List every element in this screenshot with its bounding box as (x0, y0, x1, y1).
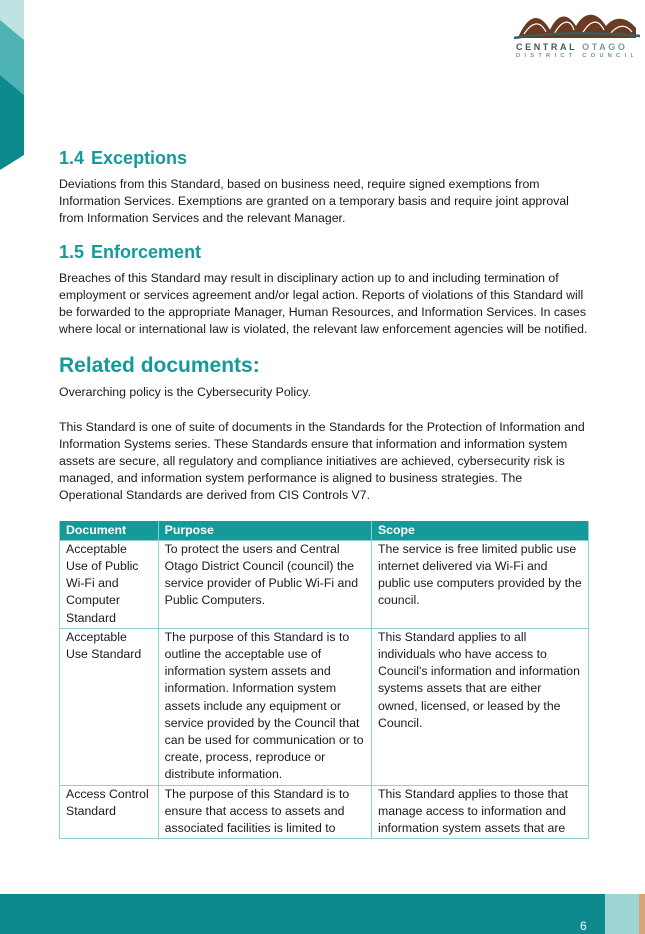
enforcement-number: 1.5 (59, 241, 85, 262)
cell-scope: The service is free limited public use internet delivered via Wi-Fi and public use computers provided by the council. (371, 540, 588, 628)
footer-bar (0, 894, 605, 934)
logo-wordmark: CENTRAL OTAGO (516, 42, 628, 52)
related-documents-table (59, 521, 589, 840)
table-header-row (60, 521, 589, 541)
exceptions-number: 1.4 (59, 148, 85, 168)
related-documents-heading: Related documents: (59, 354, 260, 378)
header-document: Document (60, 521, 159, 541)
exceptions-title: Exceptions (91, 148, 188, 168)
exceptions-heading (59, 146, 589, 170)
enforcement-text: Breaches of this Standard may result in disciplinary action up to and including termination of employment or services agreement and/or legal action. Reports of violations of this Standard will be forwarded to the appropriate Manager, Human Resources, and Information Services. In cases where local or international law is violated, the relevant law enforcement agencies will be notified. (59, 270, 588, 337)
overarching-policy-text: Overarching policy is the Cybersecurity Policy. (59, 385, 311, 400)
page-number: 6 (580, 919, 587, 933)
enforcement-heading (59, 240, 589, 264)
cell-scope: This Standard applies to all individuals who have access to Council's information and information systems assets that are either owned, licensed, or leased by the Council. (371, 628, 588, 785)
header-purpose: Purpose (158, 521, 371, 541)
cell-scope: This Standard applies to those that manage access to information and information system assets that are (371, 785, 588, 839)
cell-document: Acceptable Use Standard (60, 628, 159, 785)
cell-purpose: The purpose of this Standard is to ensure that access to assets and associated facilities is limited to (158, 785, 371, 839)
standards-suite-text: This Standard is one of suite of documents in the Standards for the Protection of Information and Information Systems series. These Standards ensure that information and information system assets are secure, all regulatory and compliance initiatives are achieved, cybersecurity risk is managed, and information system performance is aligned to business strategies. The Operational Standards are derived from CIS Controls V7. (59, 419, 585, 503)
header-scope: Scope (371, 521, 588, 541)
cell-document: Acceptable Use of Public Wi-Fi and Computer Standard (60, 540, 159, 628)
footer-accent-block (639, 894, 645, 934)
table-row (60, 540, 589, 628)
enforcement-title: Enforcement (91, 241, 202, 262)
table-row (60, 785, 589, 839)
logo-subtitle: DISTRICT COUNCIL (516, 53, 638, 59)
exceptions-text: Deviations from this Standard, based on business need, require signed exemptions from Information Services. Exemptions are granted on a temporary basis and require joint approval from Information Services and the relevant Manager. (59, 177, 569, 226)
cell-purpose: The purpose of this Standard is to outline the acceptable use of information system assets and information. Information system assets include any equipment or service provided by the Council that can be used for communication or to create, process, reproduce or distribute information. (158, 628, 371, 785)
cell-purpose: To protect the users and Central Otago District Council (council) the service provider of Public Wi-Fi and Public Computers. (158, 540, 371, 628)
left-decorative-band (0, 0, 24, 175)
page-content (59, 146, 589, 839)
cell-document: Access Control Standard (60, 785, 159, 839)
footer-light-block (605, 894, 639, 934)
table-row (60, 628, 589, 785)
